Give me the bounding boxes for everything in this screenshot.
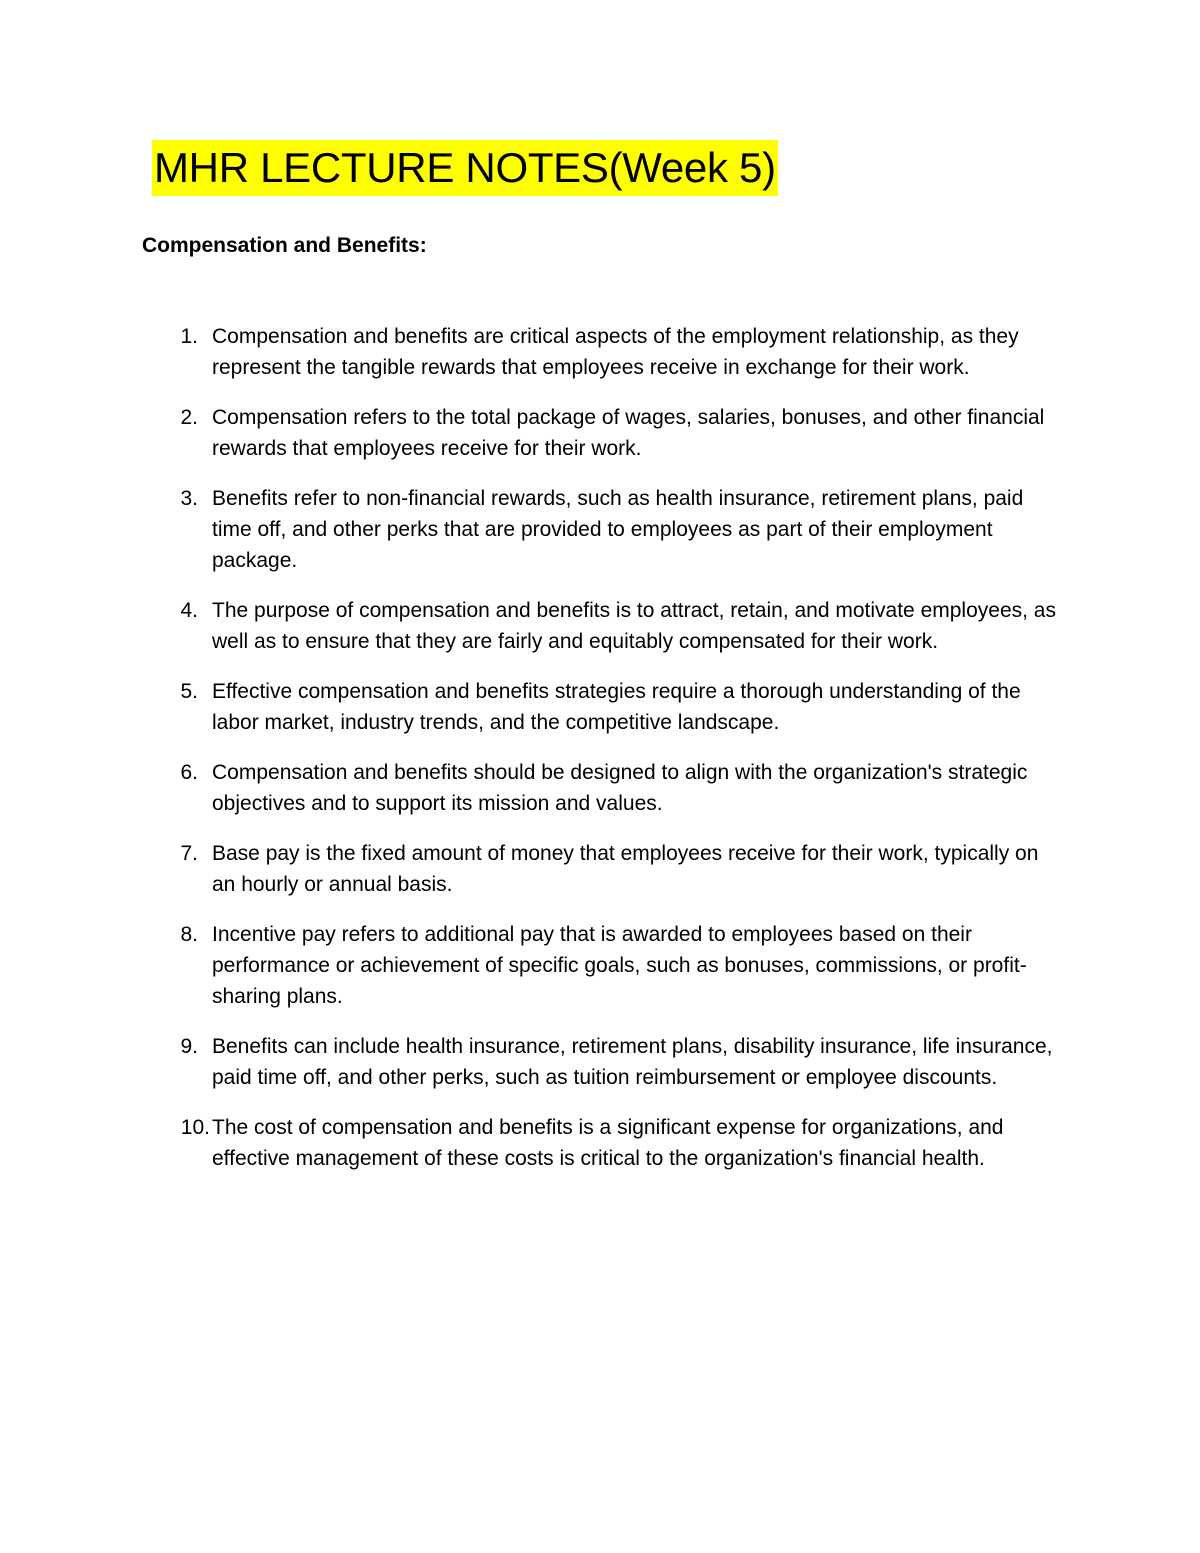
- list-item: [142, 483, 1062, 576]
- list-item-number: 7.: [180, 842, 198, 865]
- list-item-text: Compensation and benefits are critical aspects of the employment relationship, as they represent the tangible rewards that employees receive in exchange for their work.: [212, 325, 1019, 379]
- list-item-number: 2.: [180, 406, 198, 429]
- list-item-number: 4.: [180, 599, 198, 622]
- list-item: [142, 1031, 1062, 1093]
- list-item-text: Compensation and benefits should be designed to align with the organization's strategic objectives and to support its mission and values.: [212, 761, 1028, 815]
- list-item-text: Incentive pay refers to additional pay that is awarded to employees based on their performance or achievement of specific goals, such as bonuses, commissions, or profit-sharing plans.: [212, 923, 1027, 1008]
- list-item: [142, 1112, 1062, 1174]
- list-item-number: 9.: [180, 1035, 198, 1058]
- list-item: [142, 402, 1062, 464]
- list-item-text: Compensation refers to the total package of wages, salaries, bonuses, and other financial rewards that employees receive for their work.: [212, 406, 1045, 460]
- list-item-text: The cost of compensation and benefits is a significant expense for organizations, and effective management of these costs is critical to the organization's financial health.: [212, 1116, 1004, 1170]
- list-item: [142, 321, 1062, 383]
- list-item-number: 3.: [180, 487, 198, 510]
- list-item: [142, 919, 1062, 1012]
- list-item-text: The purpose of compensation and benefits is to attract, retain, and motivate employees, as well as to ensure that they are fairly and equitably compensated for their work.: [212, 599, 1056, 653]
- list-item-text: Benefits can include health insurance, retirement plans, disability insurance, life insurance, paid time off, and other perks, such as tuition reimbursement or employee discounts.: [212, 1035, 1053, 1089]
- list-item: [142, 676, 1062, 738]
- list-item-number: 5.: [180, 680, 198, 703]
- list-item-text: Benefits refer to non-financial rewards, such as health insurance, retirement plans, paid time off, and other perks that are provided to employees as part of their employment package.: [212, 487, 1024, 572]
- list-item: [142, 838, 1062, 900]
- list-item-number: 10.: [180, 1116, 210, 1139]
- list-item-number: 1.: [180, 325, 198, 348]
- list-item-text: Base pay is the fixed amount of money that employees receive for their work, typically on an hourly or annual basis.: [212, 842, 1039, 896]
- page-title: MHR LECTURE NOTES(Week 5): [152, 140, 778, 196]
- list-item-number: 8.: [180, 923, 198, 946]
- notes-list: [142, 321, 1062, 1193]
- list-item-text: Effective compensation and benefits strategies require a thorough understanding of the labor market, industry trends, and the competitive landscape.: [212, 680, 1021, 734]
- list-item: [142, 595, 1062, 657]
- section-heading: Compensation and Benefits:: [142, 234, 427, 257]
- list-item-number: 6.: [180, 761, 198, 784]
- list-item: [142, 757, 1062, 819]
